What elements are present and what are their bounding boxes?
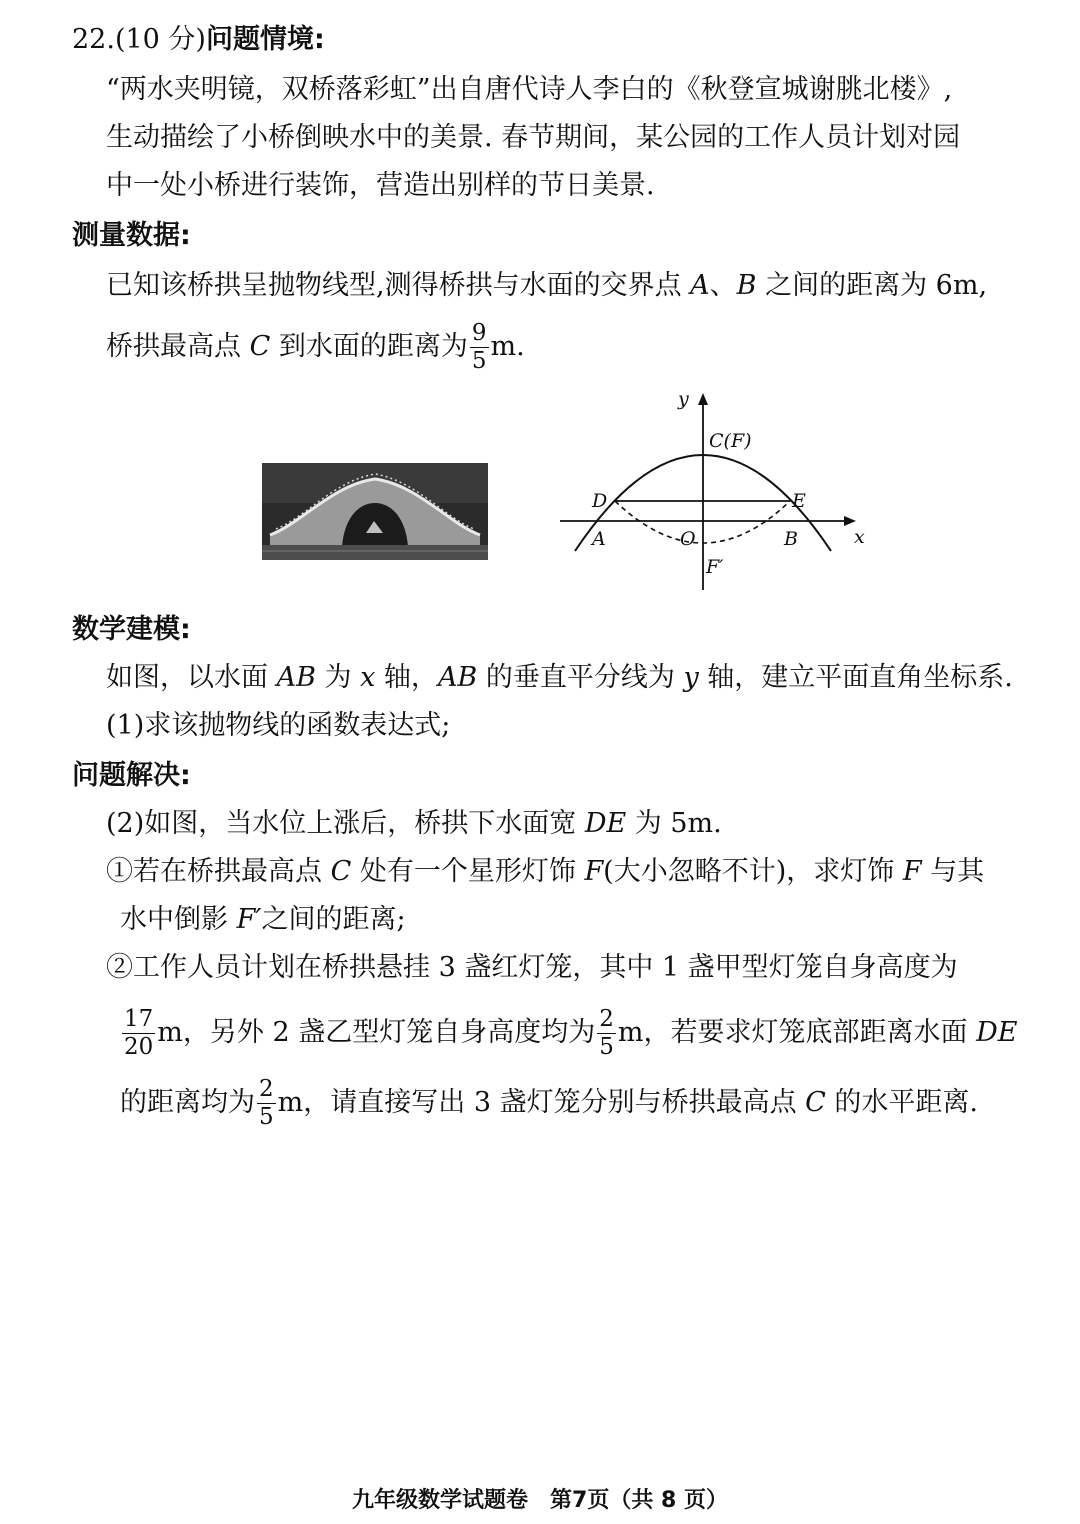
label-C-F: C(F) [709, 430, 752, 452]
measure-line-2 [106, 322, 525, 373]
sub-2-line-2 [120, 1008, 1017, 1059]
fraction-17-20 [122, 1008, 155, 1059]
question-number: 22. [72, 24, 115, 55]
point-A: A [690, 270, 710, 301]
text-span: 之间的距离; [261, 904, 406, 935]
measure-line-1 [106, 268, 987, 304]
label-F-prime: F′ [706, 556, 724, 578]
sub-2-line-1: ②工作人员计划在桥拱悬挂 3 盏红灯笼，其中 1 盏甲型灯笼自身高度为 [106, 952, 958, 983]
text-span: m，若要求灯笼底部距离水面 [617, 1017, 977, 1048]
text-span: 、 [709, 270, 737, 301]
point-F-prime: F′ [236, 904, 262, 935]
text-span: m，另外 2 盏乙型灯笼自身高度均为 [157, 1017, 596, 1048]
text-span: 轴， [375, 662, 438, 693]
y-axis-arrow-icon [698, 393, 708, 405]
text-span: 处有一个星形灯饰 [351, 856, 585, 887]
label-D: D [592, 490, 608, 512]
text-span: 轴，建立平面直角坐标系. [698, 662, 1013, 693]
section-measure-heading: 测量数据: [72, 220, 191, 251]
sub-1-line-1 [106, 854, 984, 890]
segment-AB: AB [437, 662, 478, 693]
text-span: m，请直接写出 3 盏灯笼分别与桥拱最高点 [277, 1087, 806, 1118]
point-C: C [805, 1087, 826, 1118]
sub-1-line-2 [120, 902, 406, 938]
text-span: 的距离均为 [120, 1087, 255, 1118]
fraction-numerator: 17 [124, 1006, 154, 1032]
text-span: ①若在桥拱最高点 [106, 856, 331, 887]
label-B: B [784, 528, 798, 550]
text-span: 为 [315, 662, 361, 693]
section-solve-heading: 问题解决: [72, 760, 191, 791]
fraction-denominator: 5 [471, 348, 487, 374]
fraction-denominator: 20 [124, 1034, 154, 1060]
text-span: 如图，以水面 [106, 662, 277, 693]
text-span: (2)如图，当水位上涨后，桥拱下水面宽 [106, 808, 585, 839]
context-line-1: “两水夹明镜，双桥落彩虹”出自唐代诗人李白的《秋登宣城谢朓北楼》, [106, 74, 953, 105]
fraction-numerator: 2 [599, 1006, 614, 1032]
text-span: 与其 [921, 856, 985, 887]
label-O: O [680, 528, 696, 550]
var-y: y [683, 662, 699, 693]
segment-DE: DE [976, 1017, 1018, 1048]
sub-2-line-3 [120, 1078, 978, 1129]
point-B: B [736, 270, 757, 301]
section-context-heading: 问题情境: [205, 24, 325, 55]
context-line-3: 中一处小桥进行装饰，营造出别样的节日美景. [106, 170, 655, 201]
point-C: C [249, 331, 271, 362]
label-x: x [854, 526, 865, 548]
label-E: E [792, 490, 806, 512]
point-F: F [584, 856, 604, 887]
question-score: (10 分) [114, 24, 206, 55]
text-span: 桥拱最高点 [106, 331, 250, 362]
fraction-2-5 [257, 1078, 276, 1129]
fraction-numerator: 2 [259, 1076, 274, 1102]
fraction-9-5 [470, 322, 489, 373]
bridge-photo [262, 463, 488, 560]
text-span: 到水面的距离为 [270, 331, 468, 362]
segment-AB: AB [276, 662, 316, 693]
text-span: 的垂直平分线为 [477, 662, 684, 693]
text-span: 为 5m. [626, 808, 722, 839]
text-span: 已知该桥拱呈抛物线型,测得桥拱与水面的交界点 [106, 270, 691, 301]
part-2 [106, 806, 722, 842]
text-span: 之间的距离为 6m, [756, 270, 988, 301]
point-C: C [330, 856, 352, 887]
segment-DE: DE [584, 808, 627, 839]
text-span: 的水平距离. [825, 1087, 979, 1118]
x-axis-arrow-icon [844, 516, 856, 526]
context-line-2: 生动描绘了小桥倒映水中的美景. 春节期间，某公园的工作人员计划对园 [106, 122, 961, 153]
label-y: y [678, 388, 689, 410]
parabola-diagram [550, 385, 870, 595]
text-span: 水中倒影 [120, 904, 237, 935]
model-line [106, 660, 1013, 696]
part-1: (1)求该抛物线的函数表达式; [106, 710, 451, 741]
label-A: A [592, 528, 606, 550]
text-span: (大小忽略不计)，求灯饰 [603, 856, 903, 887]
text-span: m. [490, 331, 525, 362]
fraction-denominator: 5 [259, 1104, 274, 1130]
fraction-numerator: 9 [471, 320, 487, 346]
section-model-heading: 数学建模: [72, 614, 191, 645]
fraction-denominator: 5 [599, 1034, 614, 1060]
question-header [72, 22, 325, 58]
page-footer: 九年级数学试题卷 第7页（共 8 页） [352, 1488, 728, 1513]
var-x: x [360, 662, 376, 693]
point-F: F [902, 856, 922, 887]
fraction-2-5 [597, 1008, 616, 1059]
